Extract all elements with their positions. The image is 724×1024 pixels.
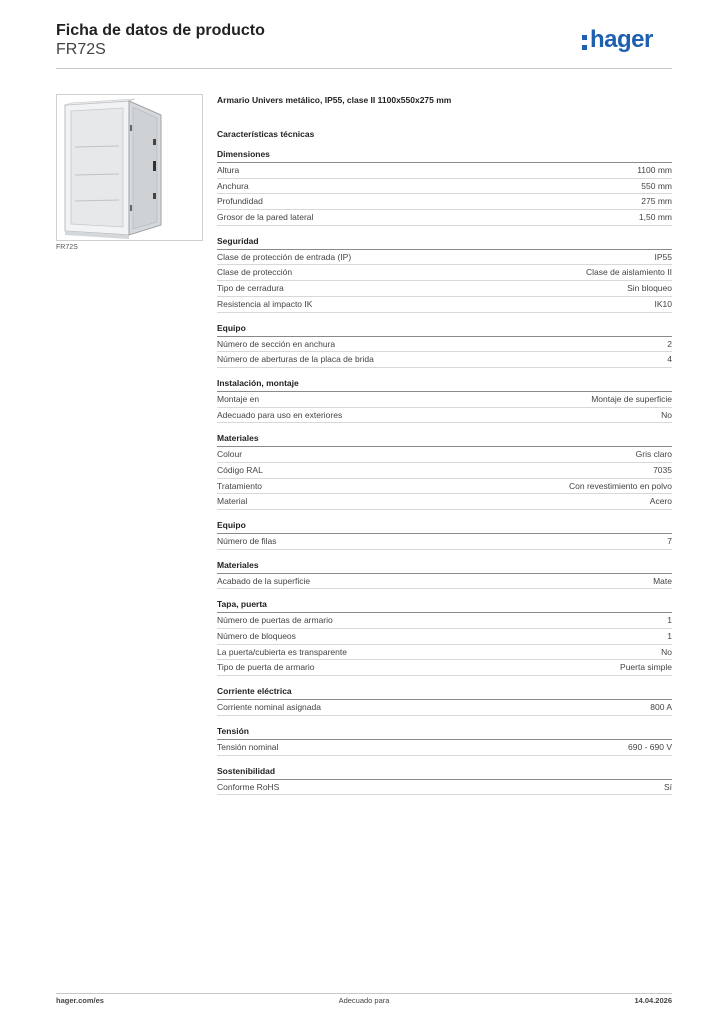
spec-group-title: Materiales: [217, 560, 672, 574]
spec-label: Conforme RoHS: [217, 781, 280, 792]
spec-label: Clase de protección de entrada (IP): [217, 251, 352, 262]
page-title: Ficha de datos de producto: [56, 22, 265, 39]
spec-value: 2: [667, 338, 672, 349]
spec-row: [217, 163, 672, 179]
spec-label: Altura: [217, 165, 240, 175]
spec-value: 1100 mm: [637, 165, 672, 175]
spec-value: 1: [667, 615, 672, 626]
spec-value: 4: [667, 354, 672, 365]
spec-row: [217, 780, 672, 796]
spec-group: [217, 149, 672, 226]
page-header: [56, 22, 265, 59]
spec-label: Profundidad: [217, 196, 263, 207]
spec-value: No: [661, 646, 672, 657]
spec-group-title: Instalación, montaje: [217, 378, 672, 392]
spec-label: Anchura: [217, 180, 249, 191]
spec-content: [217, 95, 672, 805]
product-description: Armario Univers metálico, IP55, clase II 1100x550x275 mm: [217, 95, 452, 105]
spec-row: [217, 700, 672, 716]
spec-group-title: Sostenibilidad: [217, 766, 672, 780]
spec-value: 690 - 690 V: [628, 741, 672, 752]
spec-row: [217, 297, 672, 313]
spec-label: Montaje en: [217, 393, 260, 404]
spec-group-title: Corriente eléctrica: [217, 686, 672, 700]
spec-row: [217, 645, 672, 661]
spec-group: [217, 378, 672, 423]
spec-group-title: Materiales: [217, 433, 672, 447]
spec-row: [217, 574, 672, 590]
spec-value: Sí: [663, 781, 672, 792]
spec-row: [217, 352, 672, 368]
spec-group: [217, 599, 672, 676]
spec-value: 7: [667, 536, 672, 546]
spec-label: Código RAL: [217, 464, 263, 475]
spec-label: Corriente nominal asignada: [217, 702, 321, 713]
spec-row: [217, 210, 672, 226]
spec-label: Grosor de la pared lateral: [217, 212, 314, 223]
spec-label: Número de filas: [217, 536, 277, 546]
spec-row: [217, 479, 672, 495]
spec-label: Material: [217, 496, 248, 507]
spec-value: 1,50 mm: [638, 212, 672, 223]
spec-row: [217, 392, 672, 408]
spec-label: Número de puertas de armario: [217, 615, 333, 626]
spec-label: Número de aberturas de la placa de brida: [217, 354, 374, 365]
spec-value: No: [661, 409, 672, 420]
spec-row: [217, 613, 672, 629]
spec-label: Tipo de puerta de armario: [217, 662, 315, 673]
spec-row: [217, 629, 672, 645]
spec-value: 7035: [653, 464, 672, 475]
spec-row: [217, 250, 672, 266]
spec-value: Gris claro: [635, 449, 672, 460]
logo-text: hager: [590, 26, 653, 53]
spec-row: [217, 281, 672, 297]
spec-group-title: Tensión: [217, 726, 672, 740]
header-divider: [56, 68, 672, 69]
spec-label: Resistencia al impacto IK: [217, 298, 313, 309]
spec-value: 275 mm: [641, 196, 672, 207]
spec-label: Número de sección en anchura: [217, 338, 336, 349]
spec-row: [217, 337, 672, 353]
spec-label: Clase de protección: [217, 267, 293, 278]
spec-label: Adecuado para uso en exteriores: [217, 409, 343, 420]
spec-group-title: Tapa, puerta: [217, 599, 672, 613]
spec-group: [217, 560, 672, 590]
product-image: [56, 94, 203, 241]
spec-group: [217, 433, 672, 510]
spec-label: Acabado de la superficie: [217, 575, 311, 586]
spec-value: Con revestimiento en polvo: [568, 480, 672, 491]
image-caption: FR72S: [56, 244, 78, 251]
spec-row: [217, 194, 672, 210]
spec-row: [217, 660, 672, 676]
product-code: FR72S: [56, 41, 106, 58]
spec-row: [217, 534, 672, 550]
spec-label: Colour: [217, 449, 243, 460]
spec-row: [217, 265, 672, 281]
spec-group: [217, 686, 672, 716]
spec-group-title: Equipo: [217, 323, 672, 337]
characteristics-title: Características técnicas: [217, 129, 315, 139]
spec-value: IP55: [654, 251, 672, 262]
spec-group: [217, 236, 672, 313]
spec-row: [217, 447, 672, 463]
spec-group-title: Dimensiones: [217, 149, 672, 163]
footer-date: 14.04.2026: [634, 996, 672, 1005]
spec-value: Sin bloqueo: [627, 283, 672, 294]
spec-value: 800 A: [650, 702, 672, 713]
hager-logo: [582, 28, 672, 58]
spec-value: Montaje de superficie: [591, 393, 672, 404]
spec-row: [217, 179, 672, 195]
spec-value: 550 mm: [641, 180, 672, 191]
spec-row: [217, 463, 672, 479]
footer-note: Adecuado para: [338, 996, 390, 1005]
spec-value: 1: [667, 631, 672, 642]
spec-value: Clase de aislamiento II: [586, 267, 672, 278]
spec-group-title: Equipo: [217, 520, 672, 534]
spec-label: Tensión nominal: [217, 741, 279, 752]
footer-divider: [56, 993, 672, 994]
spec-value: Puerta simple: [620, 662, 672, 673]
spec-group-title: Seguridad: [217, 236, 672, 250]
spec-label: La puerta/cubierta es transparente: [217, 646, 347, 657]
spec-row: [217, 408, 672, 424]
spec-group: [217, 520, 672, 550]
spec-row: [217, 740, 672, 756]
cabinet-illustration: [57, 95, 202, 240]
spec-label: Tipo de cerradura: [217, 283, 284, 294]
spec-row: [217, 494, 672, 510]
page-footer: [56, 996, 672, 1010]
spec-value: Mate: [653, 575, 672, 586]
footer-website[interactable]: hager.com/es: [56, 996, 104, 1005]
spec-groups: [217, 149, 672, 795]
spec-value: IK10: [654, 298, 672, 309]
spec-value: Acero: [649, 496, 672, 507]
spec-group: [217, 726, 672, 756]
spec-label: Número de bloqueos: [217, 631, 296, 642]
logo-dots-icon: [582, 35, 588, 55]
spec-group: [217, 323, 672, 368]
spec-label: Tratamiento: [217, 480, 263, 491]
spec-group: [217, 766, 672, 796]
